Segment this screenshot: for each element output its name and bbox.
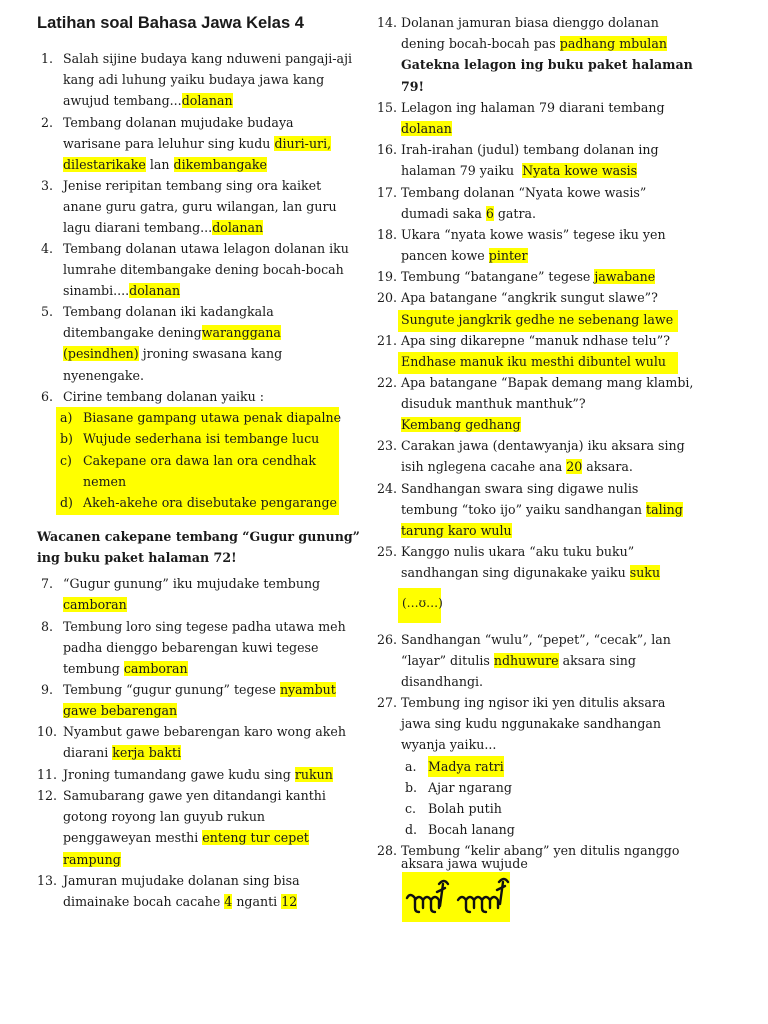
question-text: Tembang dolanan iki kadangkala: [63, 304, 274, 319]
question-text: kang adi luhung yaiku budaya jawa kang: [63, 72, 325, 88]
answer-highlight: ndhuwure: [493, 653, 559, 669]
question-text: lan: [145, 157, 174, 173]
question-text: awujud tembang...: [63, 93, 182, 109]
question-text: Sandhangan “wulu”, “pepet”, “cecak”, lan: [401, 632, 671, 647]
instruction-text: 79!: [401, 78, 425, 94]
question-text: lumrahe ditembangake dening bocah-bocah: [63, 262, 344, 278]
answer-highlight: dolanan: [212, 220, 264, 236]
option-c-continued: [83, 471, 126, 492]
question-number: 18.: [377, 227, 398, 242]
question-text: Kanggo nulis ukara “aku tuku buku”: [401, 544, 635, 559]
question-text: Apa batangane “Bapak demang mang klambi,: [401, 375, 694, 390]
option-text: Wujude sederhana isi tembange lucu: [83, 431, 320, 446]
question-text: Nyambut gawe bebarengan karo wong akeh: [63, 724, 346, 739]
question-text: Cirine tembang dolanan yaiku :: [63, 389, 265, 404]
answer-highlight: kerja bakti: [112, 745, 182, 761]
answer-text: Endhase manuk iku mesthi dibuntel wulu: [401, 354, 666, 369]
answer-highlight: diuri-uri,: [274, 136, 332, 152]
question-text: disandhangi.: [401, 674, 484, 690]
option-letter: c): [60, 453, 72, 468]
option-letter: c.: [405, 801, 417, 816]
question-number: 6.: [41, 389, 54, 404]
question-text: Jamuran mujudake dolanan sing bisa: [63, 873, 300, 888]
question-number: 24.: [377, 481, 398, 496]
question-number: 17.: [377, 185, 398, 200]
question-number: 21.: [377, 333, 398, 348]
question-text: Tembang dolanan mujudake budaya: [63, 115, 294, 130]
question-number: 22.: [377, 375, 398, 390]
aksara-jawa-image: [402, 872, 510, 922]
question-text: ditembangake dening: [63, 325, 202, 341]
question-number: 20.: [377, 290, 398, 305]
question-text: aksara jawa wujude: [401, 856, 528, 871]
question-text: gotong royong lan guyub rukun: [63, 809, 266, 825]
question-number: 26.: [377, 632, 398, 647]
question-text: dening bocah-bocah pas: [401, 36, 560, 52]
option-letter: a): [60, 410, 73, 425]
option-text: nemen: [83, 474, 127, 489]
answer-highlight: nyambut: [279, 682, 336, 697]
question-number: 14.: [377, 15, 398, 30]
answer-highlight: 12: [281, 894, 298, 910]
question-text: aksara sing: [558, 653, 636, 669]
answer-text: Sungute jangkrik gedhe ne sebenang lawe: [401, 312, 674, 327]
question-text: nganti: [232, 894, 282, 910]
question-text: isih nglegena cacahe ana: [401, 459, 567, 475]
question-text: anane guru gatra, guru wilangan, lan guru: [63, 199, 337, 215]
question-text: dimainake bocah cacahe: [63, 894, 225, 910]
question-text: nyenengake.: [63, 367, 145, 383]
question-text: halaman 79 yaiku: [401, 163, 523, 179]
question-number: 19.: [377, 269, 398, 284]
question-text: Dolanan jamuran biasa dienggo dolanan: [401, 15, 659, 30]
aksara-jawa-script-icon: [402, 872, 510, 922]
question-text: dumadi saka: [401, 206, 486, 222]
question-number: 4.: [41, 241, 54, 256]
answer-highlight: 6: [485, 206, 494, 222]
option-letter: b): [60, 431, 73, 446]
question-text: Tembung “kelir abang” yen ditulis nganggo: [401, 843, 680, 858]
question-number: 9.: [41, 682, 54, 697]
question-text: pancen kowe: [401, 248, 489, 264]
sandhangan-suku-glyph: (…ʊ…): [402, 596, 443, 610]
question-text: disuduk manthuk manthuk”?: [401, 396, 586, 412]
option-text: Madya ratri: [428, 756, 504, 777]
answer-highlight: suku: [629, 565, 661, 581]
option-text: Ajar ngarang: [428, 780, 512, 795]
answer-highlight: jawabane: [594, 269, 656, 284]
answer-highlight: dolanan: [181, 93, 233, 109]
answer-highlight: 4: [224, 894, 233, 910]
question-text: Tembang dolanan “Nyata kowe wasis”: [401, 185, 647, 200]
answer-highlight: camboran: [123, 661, 188, 677]
question-text: padha dienggo bebarengan kuwi tegese: [63, 640, 319, 656]
answer-highlight: Nyata kowe wasis: [522, 163, 638, 179]
answer-highlight: tarung karo wulu: [401, 523, 512, 539]
question-text: Sandhangan swara sing digawe nulis: [401, 481, 639, 496]
question-text: diarani: [63, 745, 113, 761]
question-text: Carakan jawa (dentawyanja) iku aksara sing: [401, 438, 685, 453]
answer-highlight: taling: [646, 502, 683, 518]
question-number: 11.: [37, 767, 58, 782]
question-text: Apa sing dikarepne “manuk ndhase telu”?: [401, 333, 670, 348]
question-text: Salah sijine budaya kang nduweni pangaji-aji: [63, 51, 352, 66]
question-text: “Gugur gunung” iku mujudake tembung: [63, 576, 321, 591]
sandhangan-suku-image: [398, 588, 441, 623]
question-text: sandhangan sing digunakake yaiku: [401, 565, 630, 581]
question-text: sinambi....: [63, 283, 130, 299]
question-number: 10.: [37, 724, 58, 739]
option-text: Bocah lanang: [428, 822, 515, 837]
option-text: Cakepane ora dawa lan ora cendhak: [83, 453, 317, 468]
answer-highlight: dilestarikake: [63, 157, 146, 173]
question-text: warisane para leluhur sing kudu: [63, 136, 275, 152]
question-number: 7.: [41, 576, 54, 591]
question-number: 5.: [41, 304, 54, 319]
question-text: jroning swasana kang: [138, 346, 283, 362]
answer-highlight: dolanan: [401, 121, 452, 137]
option-text: Akeh-akehe ora disebutake pengarange: [83, 495, 338, 510]
question-text: lagu diarani tembang...: [63, 220, 213, 236]
answer-highlight: Kembang gedhang: [401, 417, 521, 433]
option-letter: a.: [405, 759, 417, 774]
question-text: Tembung “gugur gunung” tegese: [63, 682, 280, 697]
question-number: 25.: [377, 544, 398, 559]
question-text: Jenise reripitan tembang sing ora kaiket: [63, 178, 322, 193]
answer-highlight: (pesindhen): [63, 346, 139, 362]
question-number: 28.: [377, 843, 398, 858]
question-number: 12.: [37, 788, 58, 803]
question-text: wyanja yaiku...: [401, 737, 497, 753]
answer-highlight: rukun: [294, 767, 333, 782]
answer-highlight: waranggana: [201, 325, 281, 341]
question-number: 1.: [41, 51, 54, 66]
question-text: Samubarang gawe yen ditandangi kanthi: [63, 788, 326, 803]
question-text: penggaweyan mesthi: [63, 830, 203, 846]
question-text: Tembung “batangane” tegese: [401, 269, 595, 284]
question-number: 15.: [377, 100, 398, 115]
option-letter: b.: [405, 780, 418, 795]
question-text: “layar” ditulis: [401, 653, 494, 669]
answer-highlight: rampung: [63, 851, 121, 867]
question-text: Tembung ing ngisor iki yen ditulis aksara: [401, 695, 666, 710]
reading-instruction: ing buku paket halaman 72!: [37, 550, 237, 565]
question-number: 13.: [37, 873, 58, 888]
question-text: Jroning tumandang gawe kudu sing: [63, 767, 295, 782]
question-number: 16.: [377, 142, 398, 157]
answer-highlight: camboran: [63, 597, 127, 613]
page-title: Latihan soal Bahasa Jawa Kelas 4: [37, 14, 304, 32]
option-letter: d): [60, 495, 73, 510]
question-text: Ukara “nyata kowe wasis” tegese iku yen: [401, 227, 666, 242]
option-text: Biasane gampang utawa penak diapalne: [83, 410, 342, 425]
option-letter: d.: [405, 822, 418, 837]
answer-highlight: 20: [566, 459, 583, 475]
answer-highlight: enteng tur cepet: [202, 830, 309, 846]
question-number: 2.: [41, 115, 54, 130]
question-number: 27.: [377, 695, 398, 710]
question-text: Irah-irahan (judul) tembang dolanan ing: [401, 142, 659, 157]
question-text: gatra.: [493, 206, 537, 222]
question-number: 23.: [377, 438, 398, 453]
question-text: aksara.: [582, 459, 633, 475]
answer-highlight: padhang mbulan: [559, 36, 667, 52]
question-text: Tembang dolanan utawa lelagon dolanan iku: [63, 241, 349, 256]
question-number: 8.: [41, 619, 54, 634]
reading-instruction: Wacanen cakepane tembang “Gugur gunung”: [37, 529, 360, 544]
question-text: jawa sing kudu nggunakake sandhangan: [401, 716, 662, 732]
question-text: Apa batangane “angkrik sungut slawe”?: [401, 290, 658, 305]
answer-highlight: pinter: [488, 248, 528, 264]
question-text: Tembung loro sing tegese padha utawa meh: [63, 619, 346, 634]
answer-highlight: gawe bebarengan: [63, 703, 178, 719]
answer-highlight: dolanan: [129, 283, 181, 299]
answer-highlight: dikembangake: [173, 157, 267, 173]
question-text: Lelagon ing halaman 79 diarani tembang: [401, 100, 665, 115]
question-number: 3.: [41, 178, 54, 193]
instruction-text: Gatekna lelagon ing buku paket halaman: [401, 57, 693, 73]
question-text: tembung “toko ijo” yaiku sandhangan: [401, 502, 647, 518]
question-text: tembung: [63, 661, 124, 677]
option-text: Bolah putih: [428, 801, 502, 816]
